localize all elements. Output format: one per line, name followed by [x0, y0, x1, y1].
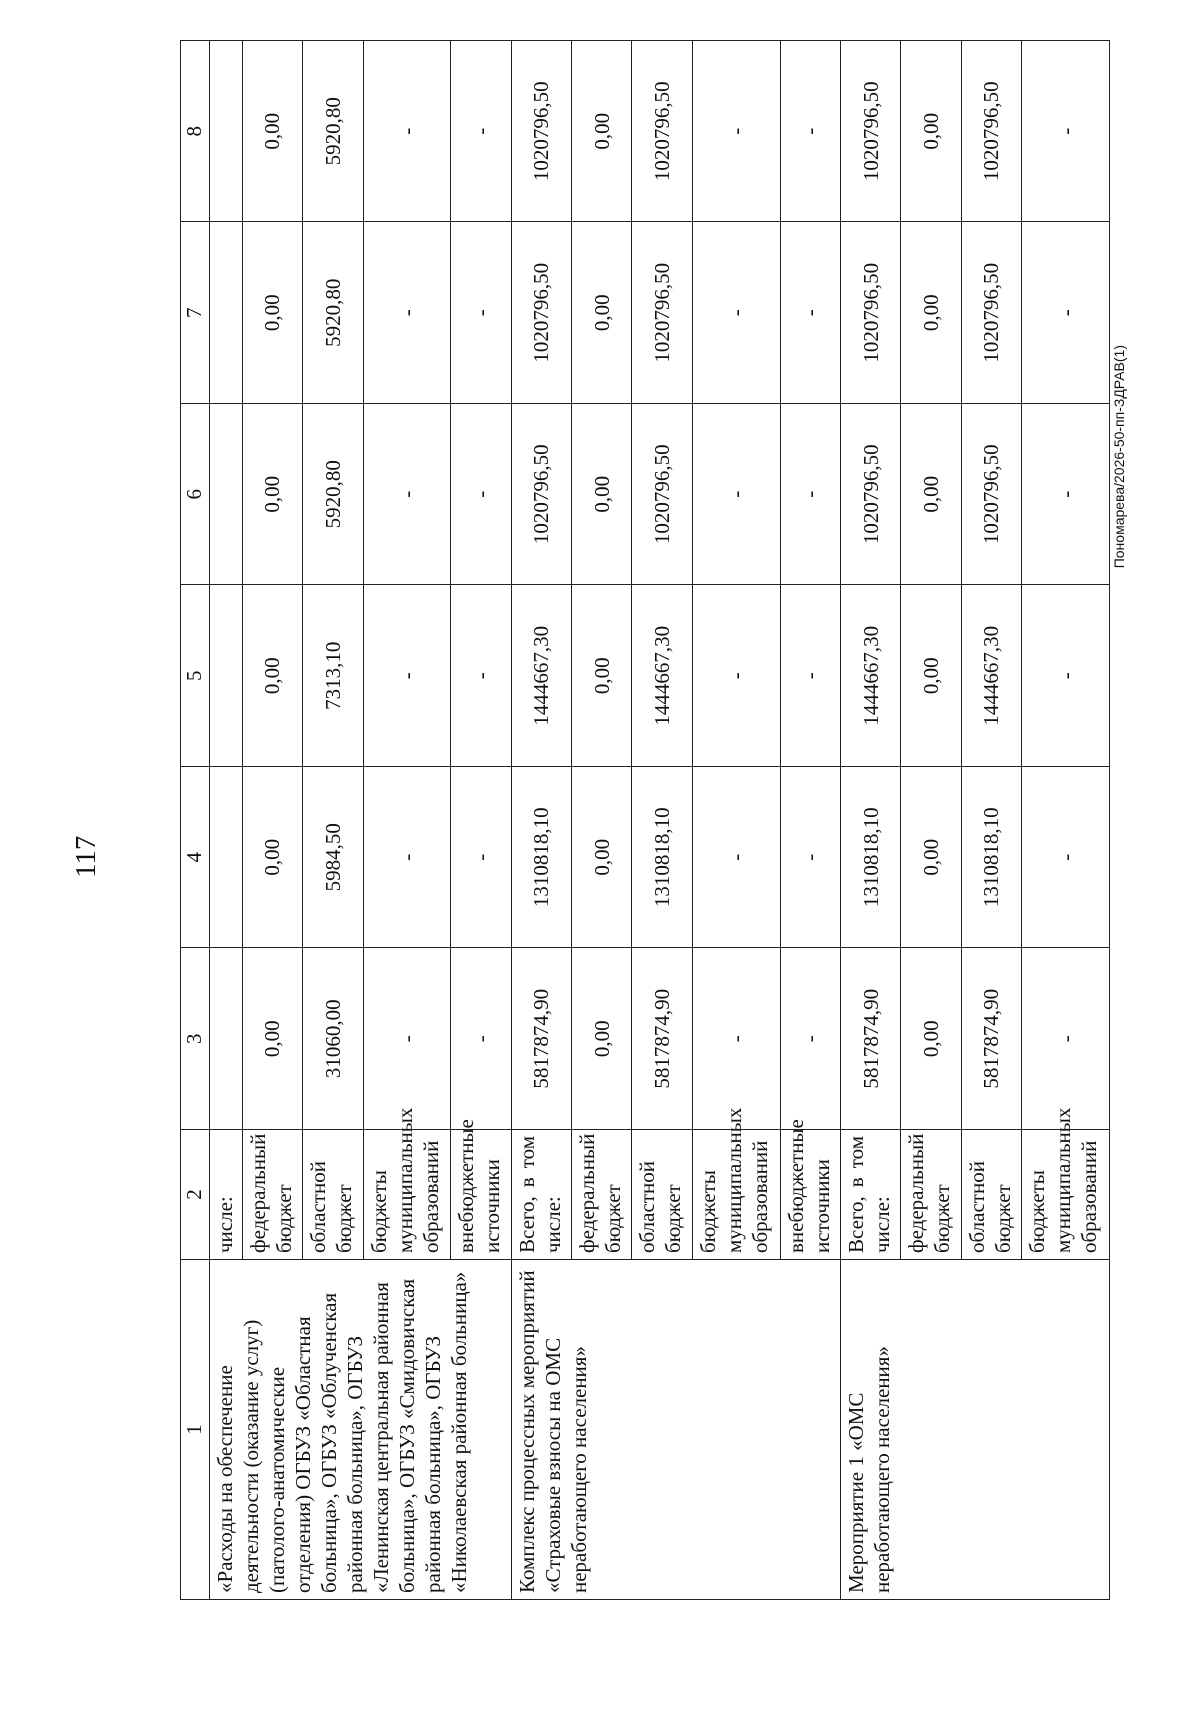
amount-cell: 0,00	[242, 404, 302, 586]
column-header: 2	[181, 1130, 210, 1260]
amount-cell: -	[780, 404, 840, 586]
table-row	[511, 41, 571, 1600]
amount-cell: 0,00	[572, 41, 632, 223]
amount-cell: 0,00	[901, 948, 961, 1130]
amount-cell: -	[451, 585, 511, 767]
amount-cell: 0,00	[901, 41, 961, 223]
amount-cell: -	[692, 41, 780, 223]
amount-cell: 1020796,50	[511, 222, 571, 404]
amount-cell: -	[1022, 767, 1110, 949]
amount-cell: -	[692, 585, 780, 767]
funding-source: федеральный бюджет	[572, 1130, 632, 1260]
amount-cell: -	[451, 41, 511, 223]
column-header: 8	[181, 41, 210, 223]
amount-cell: 0,00	[572, 767, 632, 949]
amount-cell: 5817874,90	[961, 948, 1021, 1130]
amount-cell: -	[363, 41, 451, 223]
amount-cell: 0,00	[242, 767, 302, 949]
page-number: 117	[70, 835, 102, 878]
amount-cell: 0,00	[242, 585, 302, 767]
funding-source: федеральный бюджет	[901, 1130, 961, 1260]
amount-cell: 0,00	[572, 404, 632, 586]
amount-cell: 5817874,90	[511, 948, 571, 1130]
amount-cell: 1020796,50	[840, 41, 900, 223]
amount-cell: 1310818,10	[961, 767, 1021, 949]
amount-cell: 5984,50	[303, 767, 363, 949]
funding-source: областной бюджет	[303, 1130, 363, 1260]
amount-cell: 0,00	[242, 222, 302, 404]
amount-cell	[210, 222, 243, 404]
amount-cell: 0,00	[242, 948, 302, 1130]
budget-table	[180, 40, 1110, 1600]
table-row	[840, 41, 900, 1600]
document-code: Пономарева/2026-50-пп-ЗДРАВ(1)	[1111, 345, 1127, 569]
amount-cell: -	[692, 948, 780, 1130]
activity-title: Мероприятие 1 «ОМС неработающего населения»	[840, 1260, 1109, 1600]
amount-cell: -	[780, 948, 840, 1130]
funding-source: внебюджетные источники	[451, 1130, 511, 1260]
amount-cell	[210, 948, 243, 1130]
amount-cell: 5817874,90	[632, 948, 692, 1130]
amount-cell: -	[451, 948, 511, 1130]
rotated-table-container	[180, 40, 1110, 1600]
amount-cell: 0,00	[901, 404, 961, 586]
amount-cell: 5920,80	[303, 41, 363, 223]
amount-cell: 1020796,50	[961, 404, 1021, 586]
column-header: 3	[181, 948, 210, 1130]
funding-source: областной бюджет	[632, 1130, 692, 1260]
header-row	[181, 41, 210, 1600]
column-header: 4	[181, 767, 210, 949]
amount-cell: -	[363, 404, 451, 586]
amount-cell: 1020796,50	[961, 41, 1021, 223]
amount-cell: 5817874,90	[840, 948, 900, 1130]
funding-source: бюджеты муниципальных образований	[692, 1130, 780, 1260]
amount-cell: 1310818,10	[511, 767, 571, 949]
amount-cell: -	[780, 222, 840, 404]
table-row	[210, 41, 243, 1600]
funding-source: федеральный бюджет	[242, 1130, 302, 1260]
amount-cell: -	[1022, 585, 1110, 767]
amount-cell: -	[692, 222, 780, 404]
amount-cell: 0,00	[901, 767, 961, 949]
amount-cell: 0,00	[572, 585, 632, 767]
amount-cell: 0,00	[901, 222, 961, 404]
amount-cell: 7313,10	[303, 585, 363, 767]
amount-cell: 0,00	[901, 585, 961, 767]
column-header: 6	[181, 404, 210, 586]
amount-cell: 1020796,50	[511, 41, 571, 223]
amount-cell: 1444667,30	[511, 585, 571, 767]
amount-cell: 1310818,10	[840, 767, 900, 949]
amount-cell: 1020796,50	[632, 404, 692, 586]
amount-cell: 1020796,50	[632, 41, 692, 223]
amount-cell: 1020796,50	[961, 222, 1021, 404]
amount-cell: -	[780, 41, 840, 223]
amount-cell: 0,00	[572, 948, 632, 1130]
amount-cell: -	[1022, 948, 1110, 1130]
funding-source: Всего, в том числе:	[511, 1130, 571, 1260]
amount-cell: 1020796,50	[840, 222, 900, 404]
activity-title: «Расходы на обеспечение деятельности (оказание услуг) (патолого-анатомические отделения) ОГБУЗ «Областная больница», ОГБУЗ «Облученская районная больница», ОГБУЗ «Ленинская центральная районная больница», ОГБУЗ «Смидовичская районная больница», ОГБУЗ «Николаевская районная больница»	[210, 1260, 512, 1600]
amount-cell: 31060,00	[303, 948, 363, 1130]
amount-cell: 1444667,30	[961, 585, 1021, 767]
funding-source: числе:	[210, 1130, 243, 1260]
amount-cell: -	[363, 585, 451, 767]
amount-cell	[210, 767, 243, 949]
amount-cell: 1444667,30	[840, 585, 900, 767]
table-body	[210, 41, 1110, 1600]
amount-cell: -	[780, 585, 840, 767]
amount-cell: -	[780, 767, 840, 949]
amount-cell: -	[451, 222, 511, 404]
amount-cell: -	[363, 222, 451, 404]
amount-cell: 1310818,10	[632, 767, 692, 949]
amount-cell: -	[451, 767, 511, 949]
amount-cell: -	[692, 767, 780, 949]
amount-cell: 1020796,50	[511, 404, 571, 586]
funding-source: бюджеты муниципальных образований	[1022, 1130, 1110, 1260]
amount-cell: 1020796,50	[632, 222, 692, 404]
amount-cell: -	[692, 404, 780, 586]
amount-cell: 0,00	[572, 222, 632, 404]
amount-cell: -	[1022, 41, 1110, 223]
amount-cell: 5920,80	[303, 222, 363, 404]
column-header: 1	[181, 1260, 210, 1600]
funding-source: внебюджетные источники	[780, 1130, 840, 1260]
amount-cell: 1020796,50	[840, 404, 900, 586]
funding-source: Всего, в том числе:	[840, 1130, 900, 1260]
amount-cell: -	[1022, 404, 1110, 586]
activity-title: Комплекс процессных мероприятий «Страховые взносы на ОМС неработающего населения»	[511, 1260, 840, 1600]
amount-cell: -	[363, 948, 451, 1130]
column-header: 7	[181, 222, 210, 404]
amount-cell	[210, 404, 243, 586]
funding-source: областной бюджет	[961, 1130, 1021, 1260]
funding-source: бюджеты муниципальных образований	[363, 1130, 451, 1260]
amount-cell: -	[363, 767, 451, 949]
amount-cell: 1444667,30	[632, 585, 692, 767]
amount-cell: -	[1022, 222, 1110, 404]
column-header: 5	[181, 585, 210, 767]
amount-cell: -	[451, 404, 511, 586]
amount-cell: 5920,80	[303, 404, 363, 586]
amount-cell	[210, 41, 243, 223]
amount-cell: 0,00	[242, 41, 302, 223]
amount-cell	[210, 585, 243, 767]
